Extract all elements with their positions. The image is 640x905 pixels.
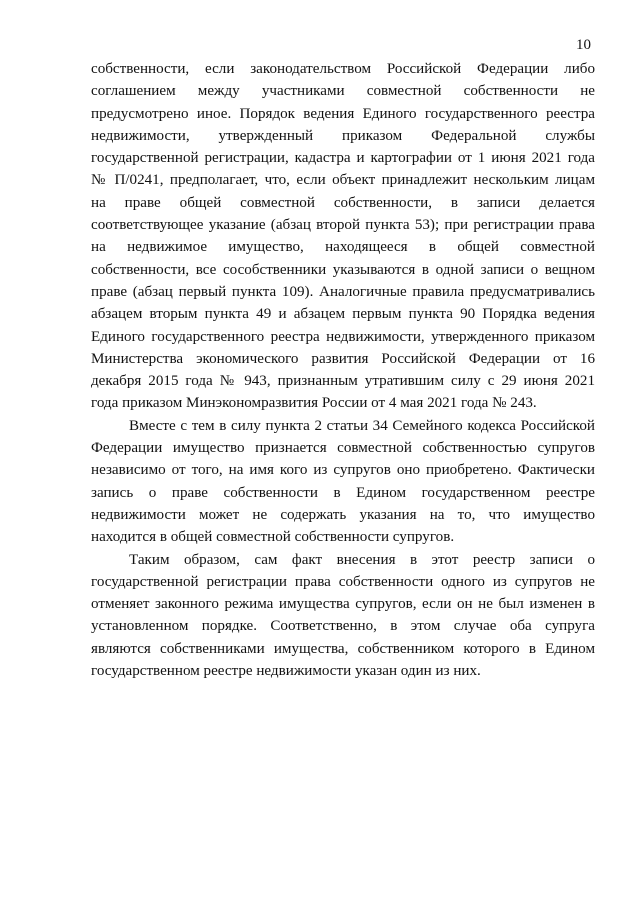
text-line: № П/0241, предполагает, что, если объект принадлежит нескольким лицам [91, 172, 595, 189]
text-line: собственности, если законодательством Российской Федерации либо [91, 61, 595, 77]
text-line: запись о праве собственности в Едином государственном реестре [91, 484, 595, 501]
page-number: 10 [576, 37, 591, 53]
paragraph-1 [91, 58, 595, 415]
text-line: Министерства экономического развития Российской Федерации от 16 [91, 350, 595, 367]
text-line: установленном порядке. Соответственно, в этом случае оба супруга [91, 618, 595, 635]
document-body [91, 58, 595, 682]
text-line: декабря 2015 года № 943, признанным утратившим силу с 29 июня 2021 [91, 373, 595, 390]
text-line: соответствующее указание (абзац второй пункта 53); при регистрации права [91, 217, 595, 234]
text-line: абзацем вторым пункта 49 и абзацем первым пункта 90 Порядка ведения [91, 306, 595, 323]
text-line: государственном реестре недвижимости указан один из них. [91, 663, 481, 680]
text-line: соглашением между участниками совместной собственности не [91, 83, 595, 100]
text-line: недвижимости может не содержать указания на то, что имущество [91, 506, 595, 523]
text-line: отменяет законного режима имущества супругов, если он не был изменен в [91, 596, 595, 613]
paragraph-3 [91, 549, 595, 683]
text-line: на праве общей совместной собственности, в записи делается [91, 194, 595, 211]
text-line: государственной регистрации права собственности одного из супругов не [91, 573, 595, 590]
text-line: предусмотрено иное. Порядок ведения Единого государственного реестра [91, 105, 595, 122]
text-line: собственности, все сособственники указываются в одной записи о вещном [91, 261, 595, 278]
text-line: Федерации имущество признается совместной собственностью супругов [91, 440, 595, 457]
text-line: находится в общей совместной собственности супругов. [91, 529, 455, 546]
paragraph-2 [91, 415, 595, 549]
text-line: на недвижимое имущество, находящееся в общей совместной [91, 239, 595, 256]
text-line: государственной регистрации, кадастра и картографии от 1 июня 2021 года [91, 150, 595, 167]
text-line: праве (абзац первый пункта 109). Аналогичные правила предусматривались [91, 283, 595, 300]
text-line: Единого государственного реестра недвижимости, утвержденного приказом [91, 328, 595, 345]
text-line: недвижимости, утвержденный приказом Федеральной службы [91, 127, 595, 144]
text-line: года приказом Минэкономразвития России от 4 мая 2021 года № 243. [91, 395, 537, 412]
text-line: Таким образом, сам факт внесения в этот реестр записи о [129, 551, 595, 568]
text-line: Вместе с тем в силу пункта 2 статьи 34 Семейного кодекса Российской [129, 417, 595, 434]
text-line: являются собственниками имущества, собственником которого в Едином [91, 640, 595, 657]
text-line: независимо от того, на имя кого из супругов оно приобретено. Фактически [91, 462, 595, 479]
